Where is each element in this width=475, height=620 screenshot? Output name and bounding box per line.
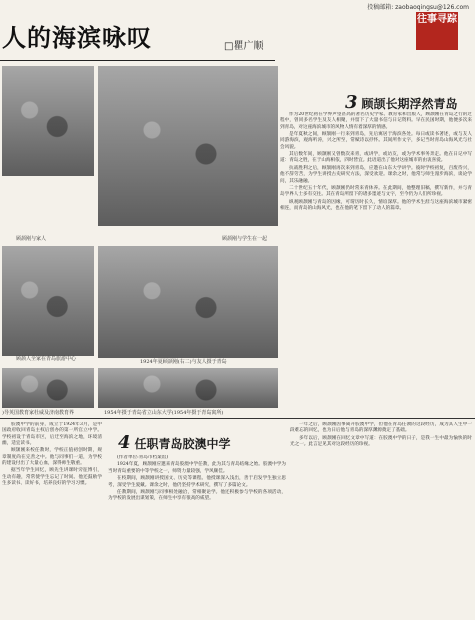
paragraph: 是年夏秋之间，顾颉刚一行来到青岛，先后寓居于海滨各处。每日或读书著述，或与友人同游海滨，观海听涛，兴之所至，常赋诗以抒怀。其间所作文字，多记当时青岛山海风光与社会风貌。 (280, 132, 472, 150)
photo-family (2, 66, 94, 176)
photo-group-students (98, 66, 278, 226)
section-3-heading (345, 92, 458, 113)
photo-caption: 顾颉人全家在青岛旅游中心 (16, 356, 77, 362)
paragraph: 在校期间，顾颉刚讲授国文、历史等课程。他授课深入浅出，善于启发学生独立思考，深受学生爱戴。课余之时，他仍坚持学术研究，撰写了多篇论文。 (108, 476, 286, 488)
paragraph: 其后数年间，顾颉刚又曾数次来青，或讲学，或访友，或为学术事务奔走。他在日记中写道：青岛之胜，在于山海相依，四时皆宜。此语道出了他对这座城市的由衷喜爱。 (280, 152, 472, 164)
photo-couple (2, 246, 94, 356)
section-3-body (280, 112, 472, 417)
photo-caption: 顾颉刚与学生在一起 (222, 236, 268, 242)
paragraph: 胶澳中学的前身，成立于1924年3月，是中国政府收回青岛主权后创办的第一所官立中学。学校初设于青岛市区，后迁至海滨之地，环境清幽，适宜读书。 (2, 422, 102, 446)
paragraph: 抗战胜利之后，顾颉刚再次来到青岛，应邀在山东大学讲学。彼时学校初复，百废待兴，他不辞劳苦，为学生讲授古史研究方法，深受欢迎。课余之时，他常与师生漫步海滨，谈论学问，其乐融融。 (280, 165, 472, 184)
title-rule (0, 60, 275, 61)
article-title: 人的海滨咏叹 (2, 23, 152, 52)
photo-caption: 1924年夏顾颉刚(右二)与友人摄于青岛 (140, 359, 227, 365)
photo-caption: )导英国教育家杜威及济南教育界 (2, 410, 74, 416)
paragraph: 据当年学生回忆，顾先生讲课时旁征博引，生动有趣，常常使学生忘记了时间。他还鼓励学生多读书、读好书，培养良好的学习习惯。 (2, 468, 102, 487)
section-4-body (108, 455, 286, 615)
photo-caption: 顾颉刚与家人 (16, 236, 47, 242)
section-4-number: 4 (118, 432, 131, 453)
column-seal-logo: 往事寻踪 (416, 12, 458, 50)
bottom-right-column (290, 422, 472, 614)
photo-friends-1924 (98, 246, 278, 358)
photo-university (98, 368, 278, 408)
paragraph: 1924年夏，顾颉刚应邀来青岛胶澳中学任教，此为其与青岛结缘之始。胶澳中学为当时青岛重要的中等学校之一，师资力量较强，学风颇佳。 (108, 462, 286, 474)
contact-email: 投稿邮箱: zaobaoqingsu@126.com (367, 4, 469, 11)
article-author: □瞿广顺 (224, 41, 264, 52)
paragraph: 多年以后，顾颉刚在回忆文章中写道：在胶澳中学的日子，是我一生中最为愉快的时光之一。此言足见其对这段经历的珍视。 (290, 435, 472, 448)
bottom-left-column (2, 422, 102, 614)
section-4-title: 任职青岛胶澳中学 (134, 437, 231, 451)
paragraph: 一年之后，顾颉刚因事离开胶澳中学，但他在青岛任教的这段经历，成为其人生中一段难忘的回忆，也为日后他与青岛的深厚渊源奠定了基础。 (290, 422, 472, 434)
section-3-number: 3 (345, 92, 358, 113)
paragraph: 作为20世纪初在学界声望甚高的著名历史学家、教育家和出版人，顾颉刚在青岛之行的过程中，曾同多名学生及友人相聚，并留下了大量书信与日记资料。早在民国时期，他便多次来到青岛，对这座海滨城市的风物人情有着深厚的情感。 (280, 112, 472, 130)
photo-caption: 1954年摄于青岛省立山东大学(1954年摄于青岛寓所) (104, 410, 224, 416)
byline: (作者单位:青岛市档案馆) (117, 455, 169, 460)
section-divider (0, 418, 475, 419)
paragraph: 顾颉刚来校任教时，学校正值初创时期，规章制度尚在完善之中。他与同事们一道，为学校的建设付出了大量心血，深得师生敬重。 (2, 448, 102, 466)
paragraph: 二十世纪五十年代，顾颉刚仍时常来青休养。在此期间，他整理旧稿，撰写新作，并与青岛学界人士多有交往。其在青岛所留下的诸多墨迹与文字，至今仍为人们所珍视。 (280, 186, 472, 198)
paragraph: 任教期间，顾颉刚与同事相处融洽，常相聚论学。他还积极参与学校的各项活动，为学校的发展出谋划策，在师生中享有很高的威望。 (108, 490, 286, 502)
photo-residence (2, 368, 94, 408)
paragraph: 纵观顾颉刚与青岛的因缘，可谓历时长久，情谊深厚。他的学术生涯与这座海滨城市紧密相连，而青岛的山海风光，也在他的笔下留下了动人的篇章。 (280, 199, 472, 212)
section-4-heading (118, 432, 231, 453)
section-3-title: 顾颉长期浮然青岛 (361, 97, 458, 111)
